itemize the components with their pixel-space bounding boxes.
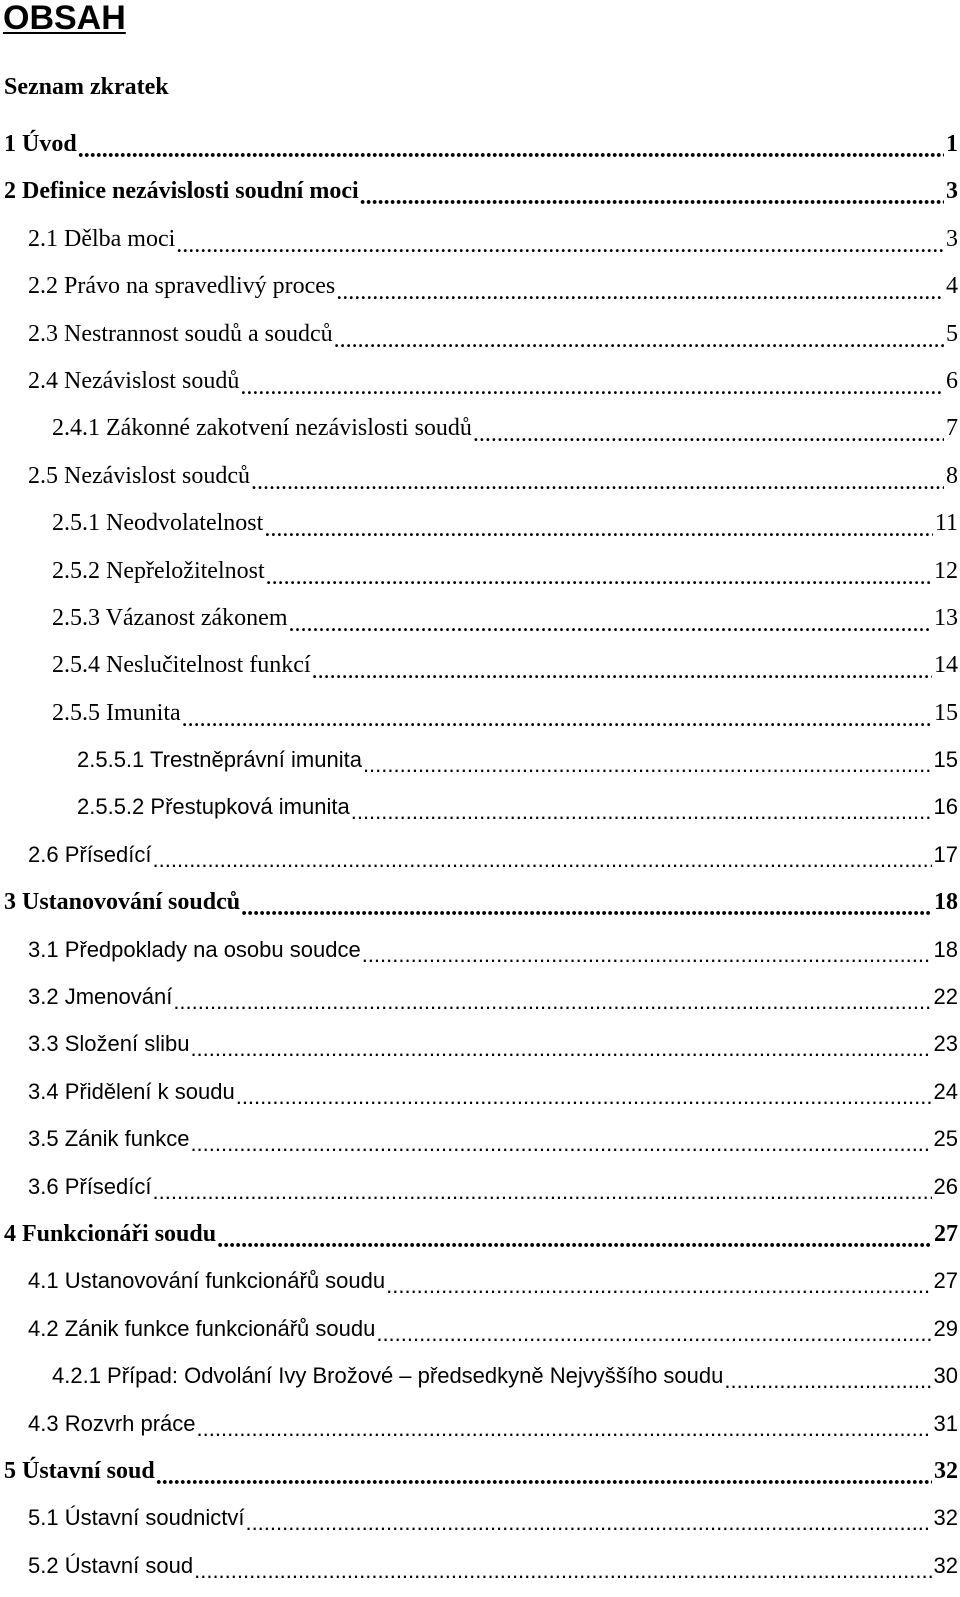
toc-entry[interactable] xyxy=(0,460,960,507)
dot-leader xyxy=(362,945,932,971)
toc-entry[interactable] xyxy=(0,1123,960,1170)
toc-entry[interactable] xyxy=(0,1265,960,1312)
dot-leader xyxy=(351,802,932,828)
toc-entry-title: 2.3 Nestrannost soudů a soudců xyxy=(28,320,333,347)
toc-row[interactable] xyxy=(52,555,958,587)
toc-entry-title: 2.5 Nezávislost soudců xyxy=(28,462,250,489)
dot-leader xyxy=(245,1513,931,1539)
toc-entry-page-number: 25 xyxy=(933,1126,958,1152)
toc-entry-title: 2.5.1 Neodvolatelnost xyxy=(52,510,264,537)
toc-entry[interactable] xyxy=(0,223,960,270)
dot-leader xyxy=(266,567,932,593)
toc-entry-title: 4.2.1 Případ: Odvolání Ivy Brožové – předsedkyně Nejvyššího soudu xyxy=(52,1363,724,1389)
toc-entry-title: 3.4 Přidělení k soudu xyxy=(28,1078,235,1104)
dot-leader xyxy=(363,755,932,781)
toc-entry[interactable] xyxy=(0,1408,960,1455)
toc-entry-page-number: 24 xyxy=(933,1078,958,1104)
dot-leader xyxy=(153,850,932,876)
toc-row[interactable] xyxy=(52,412,958,444)
toc-row[interactable] xyxy=(28,1171,958,1203)
toc-entry-title: 2.5.5.2 Přestupková imunita xyxy=(77,794,350,820)
dot-leader xyxy=(190,1039,931,1065)
toc-entry[interactable] xyxy=(0,175,960,222)
toc-entry[interactable] xyxy=(0,1502,960,1549)
toc-entry-page-number: 32 xyxy=(933,1552,958,1578)
toc-entry-title: 4.3 Rozvrh práce xyxy=(28,1410,196,1436)
toc-entry-page-number: 27 xyxy=(934,1220,958,1247)
toc-entry-page-number: 18 xyxy=(934,889,958,916)
toc-entry-page-number: 7 xyxy=(946,415,958,442)
toc-entry[interactable] xyxy=(0,365,960,412)
toc-entry-title: 4.2 Zánik funkce funkcionářů soudu xyxy=(28,1315,376,1341)
toc-row[interactable] xyxy=(4,175,958,207)
toc-entry-page-number: 26 xyxy=(933,1173,958,1199)
toc-entry-page-number: 15 xyxy=(933,747,958,773)
toc-entry[interactable] xyxy=(0,555,960,602)
toc-entry-page-number: 3 xyxy=(946,178,958,205)
dot-leader xyxy=(724,1371,931,1397)
toc-row[interactable] xyxy=(28,1265,958,1297)
toc-entry-page-number: 32 xyxy=(934,1457,958,1484)
toc-entry-title: 3.2 Jmenování xyxy=(28,984,173,1010)
toc-link-abbreviations[interactable]: Seznam zkratek xyxy=(4,74,169,100)
toc-entry-title: 3 Ustanovování soudců xyxy=(4,889,241,916)
toc-entry-page-number: 23 xyxy=(933,1031,958,1057)
dot-leader xyxy=(236,1087,932,1113)
toc-row[interactable] xyxy=(28,318,958,350)
dot-leader xyxy=(360,187,944,213)
toc-entry-title: 5 Ústavní soud xyxy=(4,1457,155,1484)
toc-entry[interactable] xyxy=(0,1076,960,1123)
toc-entry-page-number: 30 xyxy=(933,1363,958,1389)
toc-entry-title: 3.6 Přísedící xyxy=(28,1173,152,1199)
toc-entry[interactable] xyxy=(0,981,960,1028)
toc-entry-title: 2.5.4 Neslučitelnost funkcí xyxy=(52,652,311,679)
toc-row[interactable] xyxy=(4,128,958,160)
toc-entry-title: 5.1 Ústavní soudnictví xyxy=(28,1505,245,1531)
toc-row[interactable] xyxy=(28,1550,958,1582)
toc-row[interactable] xyxy=(77,791,958,823)
dot-leader xyxy=(217,1230,932,1256)
toc-entry-page-number: 3 xyxy=(946,225,958,252)
toc-entry[interactable] xyxy=(0,270,960,317)
toc-entry-title: 4 Funkcionáři soudu xyxy=(4,1220,217,1247)
toc-entry-title: 5.2 Ústavní soud xyxy=(28,1552,194,1578)
toc-row[interactable] xyxy=(28,270,958,302)
dot-leader xyxy=(156,1467,932,1493)
toc-entry-page-number: 1 xyxy=(946,131,958,157)
dot-leader xyxy=(197,1419,932,1445)
dot-leader xyxy=(336,282,944,308)
toc-entry[interactable] xyxy=(0,791,960,838)
dot-leader xyxy=(289,614,933,640)
dot-leader xyxy=(190,1134,931,1160)
toc-row[interactable] xyxy=(52,649,958,681)
toc-entry-page-number: 27 xyxy=(933,1268,958,1294)
toc-entry-page-number: 32 xyxy=(933,1505,958,1531)
toc-entry[interactable] xyxy=(0,128,960,175)
toc-entry[interactable] xyxy=(0,318,960,365)
toc-entry[interactable] xyxy=(0,934,960,981)
toc-entry-title: 2.2 Právo na spravedlivý proces xyxy=(28,273,336,300)
toc-entry-page-number: 15 xyxy=(934,699,958,726)
page-title: OBSAH xyxy=(3,0,126,37)
dot-leader xyxy=(78,140,944,166)
toc-entry[interactable] xyxy=(0,1218,960,1265)
dot-leader xyxy=(153,1182,932,1208)
toc-row[interactable] xyxy=(28,460,958,492)
toc-entry[interactable] xyxy=(0,744,960,791)
toc-entry-title: 2.4 Nezávislost soudů xyxy=(28,367,240,394)
toc-entry[interactable] xyxy=(0,886,960,933)
dot-leader xyxy=(264,519,933,545)
toc-entry-title: 4.1 Ustanovování funkcionářů soudu xyxy=(28,1268,386,1294)
toc-row[interactable] xyxy=(28,1028,958,1060)
dot-leader xyxy=(334,330,944,356)
toc-entry-title: 2.5.5.1 Trestněprávní imunita xyxy=(77,747,362,773)
toc-entry[interactable] xyxy=(0,507,960,554)
toc-entry-page-number: 29 xyxy=(933,1315,958,1341)
toc-row[interactable] xyxy=(52,697,958,729)
dot-leader xyxy=(312,661,932,687)
toc-row[interactable] xyxy=(28,365,958,397)
toc-entry[interactable] xyxy=(0,1550,960,1597)
toc-row[interactable] xyxy=(28,1076,958,1108)
dot-leader xyxy=(386,1276,931,1302)
toc-entry-title: 2.5.3 Vázanost zákonem xyxy=(52,604,288,631)
toc-entry-title: 2.6 Přísedící xyxy=(28,841,152,867)
toc-entry-page-number: 13 xyxy=(934,604,958,631)
toc-entry[interactable] xyxy=(0,1028,960,1075)
toc-entry[interactable] xyxy=(0,1171,960,1218)
toc-entry-page-number: 11 xyxy=(934,510,958,537)
toc-entry-page-number: 16 xyxy=(933,794,958,820)
toc-entry-title: 2.5.5 Imunita xyxy=(52,699,181,726)
toc-row[interactable] xyxy=(4,1218,958,1250)
toc-entry-page-number: 8 xyxy=(946,462,958,489)
toc-entry[interactable] xyxy=(0,1455,960,1502)
dot-leader xyxy=(240,377,944,403)
toc-entry-page-number: 18 xyxy=(933,936,958,962)
toc-row[interactable] xyxy=(52,602,958,634)
dot-leader xyxy=(473,424,944,450)
toc-entry[interactable] xyxy=(0,1313,960,1360)
toc-entry-page-number: 31 xyxy=(933,1410,958,1436)
dot-leader xyxy=(376,1324,931,1350)
toc-entry-page-number: 22 xyxy=(933,984,958,1010)
table-of-contents xyxy=(0,128,960,1597)
toc-row[interactable] xyxy=(4,886,958,918)
toc-entry[interactable] xyxy=(0,839,960,886)
dot-leader xyxy=(182,709,932,735)
toc-entry[interactable] xyxy=(0,649,960,696)
toc-entry-page-number: 14 xyxy=(934,652,958,679)
toc-row[interactable] xyxy=(28,1408,958,1440)
toc-entry-title: 2.1 Dělba moci xyxy=(28,225,176,252)
toc-row[interactable] xyxy=(77,744,958,776)
toc-entry-title: 3.5 Zánik funkce xyxy=(28,1126,190,1152)
toc-entry-title: 2 Definice nezávislosti soudní moci xyxy=(4,178,359,205)
dot-leader xyxy=(173,992,931,1018)
toc-entry-page-number: 12 xyxy=(934,557,958,584)
toc-entry-page-number: 17 xyxy=(933,841,958,867)
dot-leader xyxy=(251,472,944,498)
toc-row[interactable] xyxy=(28,1123,958,1155)
toc-entry[interactable] xyxy=(0,602,960,649)
toc-row[interactable] xyxy=(28,1313,958,1345)
toc-row[interactable] xyxy=(4,1455,958,1487)
toc-entry-title: 1 Úvod xyxy=(4,131,77,157)
toc-entry[interactable] xyxy=(0,1360,960,1407)
toc-row[interactable] xyxy=(28,1502,958,1534)
toc-entry[interactable] xyxy=(0,697,960,744)
toc-entry-page-number: 6 xyxy=(946,367,958,394)
toc-row[interactable] xyxy=(52,1360,958,1392)
toc-row[interactable] xyxy=(28,839,958,871)
toc-entry-title: 2.4.1 Zákonné zakotvení nezávislosti soudů xyxy=(52,415,472,442)
toc-entry-title: 3.1 Předpoklady na osobu soudce xyxy=(28,936,361,962)
dot-leader xyxy=(241,898,932,924)
toc-entry-page-number: 5 xyxy=(946,320,958,347)
toc-row[interactable] xyxy=(28,223,958,255)
dot-leader xyxy=(176,235,944,261)
toc-entry-page-number: 4 xyxy=(946,273,958,300)
toc-entry-title: 2.5.2 Nepřeložitelnost xyxy=(52,557,265,584)
toc-entry-title: 3.3 Složení slibu xyxy=(28,1031,190,1057)
toc-row[interactable] xyxy=(28,934,958,966)
toc-row[interactable] xyxy=(28,981,958,1013)
toc-entry[interactable] xyxy=(0,412,960,459)
toc-row[interactable] xyxy=(52,507,958,539)
